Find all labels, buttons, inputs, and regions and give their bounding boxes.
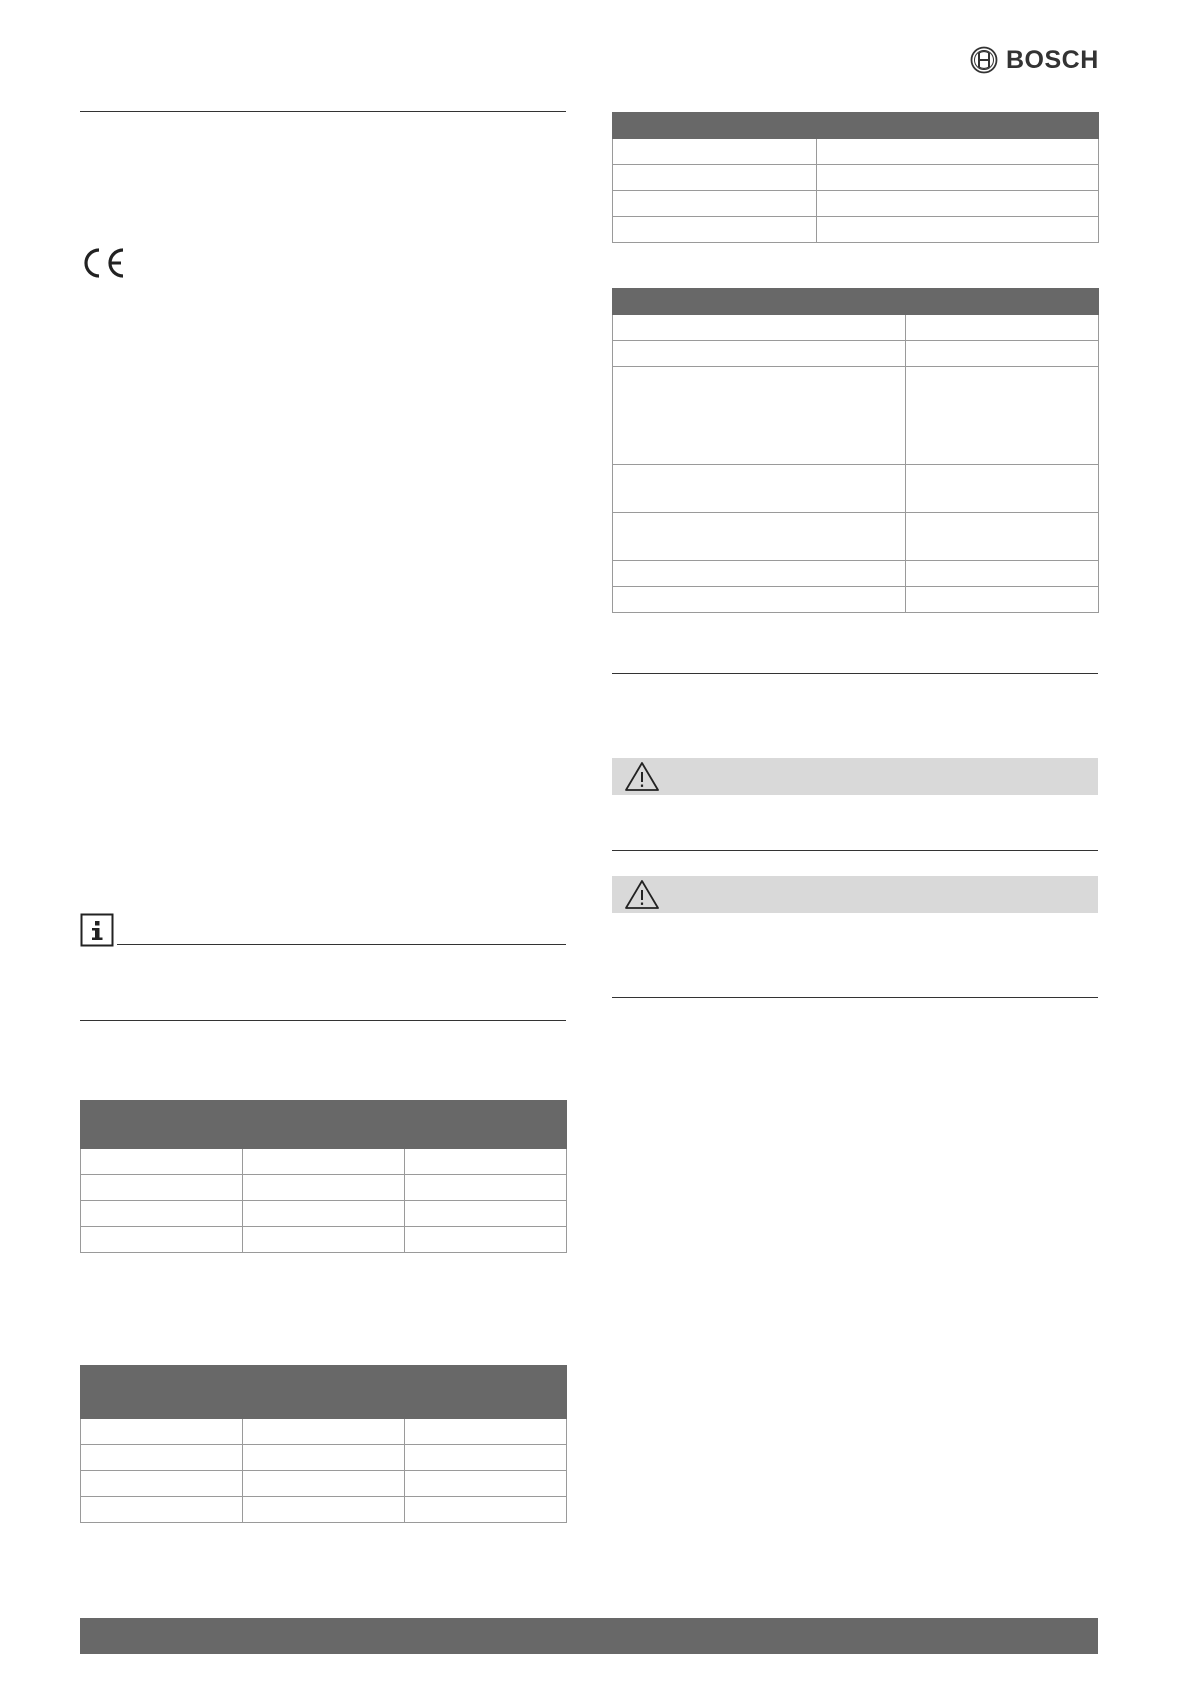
table-header-cell xyxy=(613,289,1099,315)
ce-mark-icon xyxy=(80,246,126,280)
table-header-cell xyxy=(817,113,1099,139)
table-row xyxy=(81,1175,567,1201)
table-header-cell xyxy=(81,1101,243,1149)
table-row xyxy=(81,1149,567,1175)
info-icon xyxy=(80,913,114,947)
section-rule xyxy=(612,997,1098,998)
table-row xyxy=(613,561,1099,587)
table-header-cell xyxy=(243,1101,405,1149)
table-row xyxy=(613,341,1099,367)
footer-bar xyxy=(80,1618,1098,1654)
section-rule xyxy=(612,850,1098,851)
brand-name: BOSCH xyxy=(1006,45,1099,74)
table-header-cell xyxy=(243,1392,405,1419)
table-row xyxy=(613,139,1099,165)
table-header-row xyxy=(613,113,1099,139)
table-row xyxy=(613,465,1099,513)
table-row xyxy=(613,217,1099,243)
table-row xyxy=(613,367,1099,465)
warning-triangle-icon xyxy=(624,760,660,793)
table-header-cell xyxy=(81,1366,243,1419)
table-row xyxy=(81,1227,567,1253)
data-table xyxy=(612,288,1099,613)
bosch-logo xyxy=(970,44,1105,76)
table-row xyxy=(613,315,1099,341)
data-table xyxy=(80,1365,567,1523)
table-row xyxy=(81,1471,567,1497)
table-header-row xyxy=(613,289,1099,315)
data-table xyxy=(80,1100,567,1253)
table-header-cell xyxy=(613,113,817,139)
table-row xyxy=(613,191,1099,217)
info-notice-rule xyxy=(117,944,566,945)
data-table xyxy=(612,112,1099,243)
warning-triangle-icon xyxy=(624,878,660,911)
table-row xyxy=(81,1201,567,1227)
section-rule xyxy=(80,1020,566,1021)
table-row xyxy=(613,165,1099,191)
warning-bar xyxy=(612,876,1098,913)
table-header-cell xyxy=(405,1101,567,1149)
table-row xyxy=(81,1445,567,1471)
warning-bar xyxy=(612,758,1098,795)
bosch-armature-icon xyxy=(970,46,998,74)
table-row xyxy=(613,587,1099,613)
table-row xyxy=(81,1419,567,1445)
table-header-cell xyxy=(243,1366,567,1392)
table-header-cell xyxy=(405,1392,567,1419)
table-header-row xyxy=(81,1366,567,1392)
table-header-row xyxy=(81,1101,567,1149)
table-row xyxy=(81,1497,567,1523)
section-rule xyxy=(612,673,1098,674)
section-rule xyxy=(80,111,566,112)
table-row xyxy=(613,513,1099,561)
